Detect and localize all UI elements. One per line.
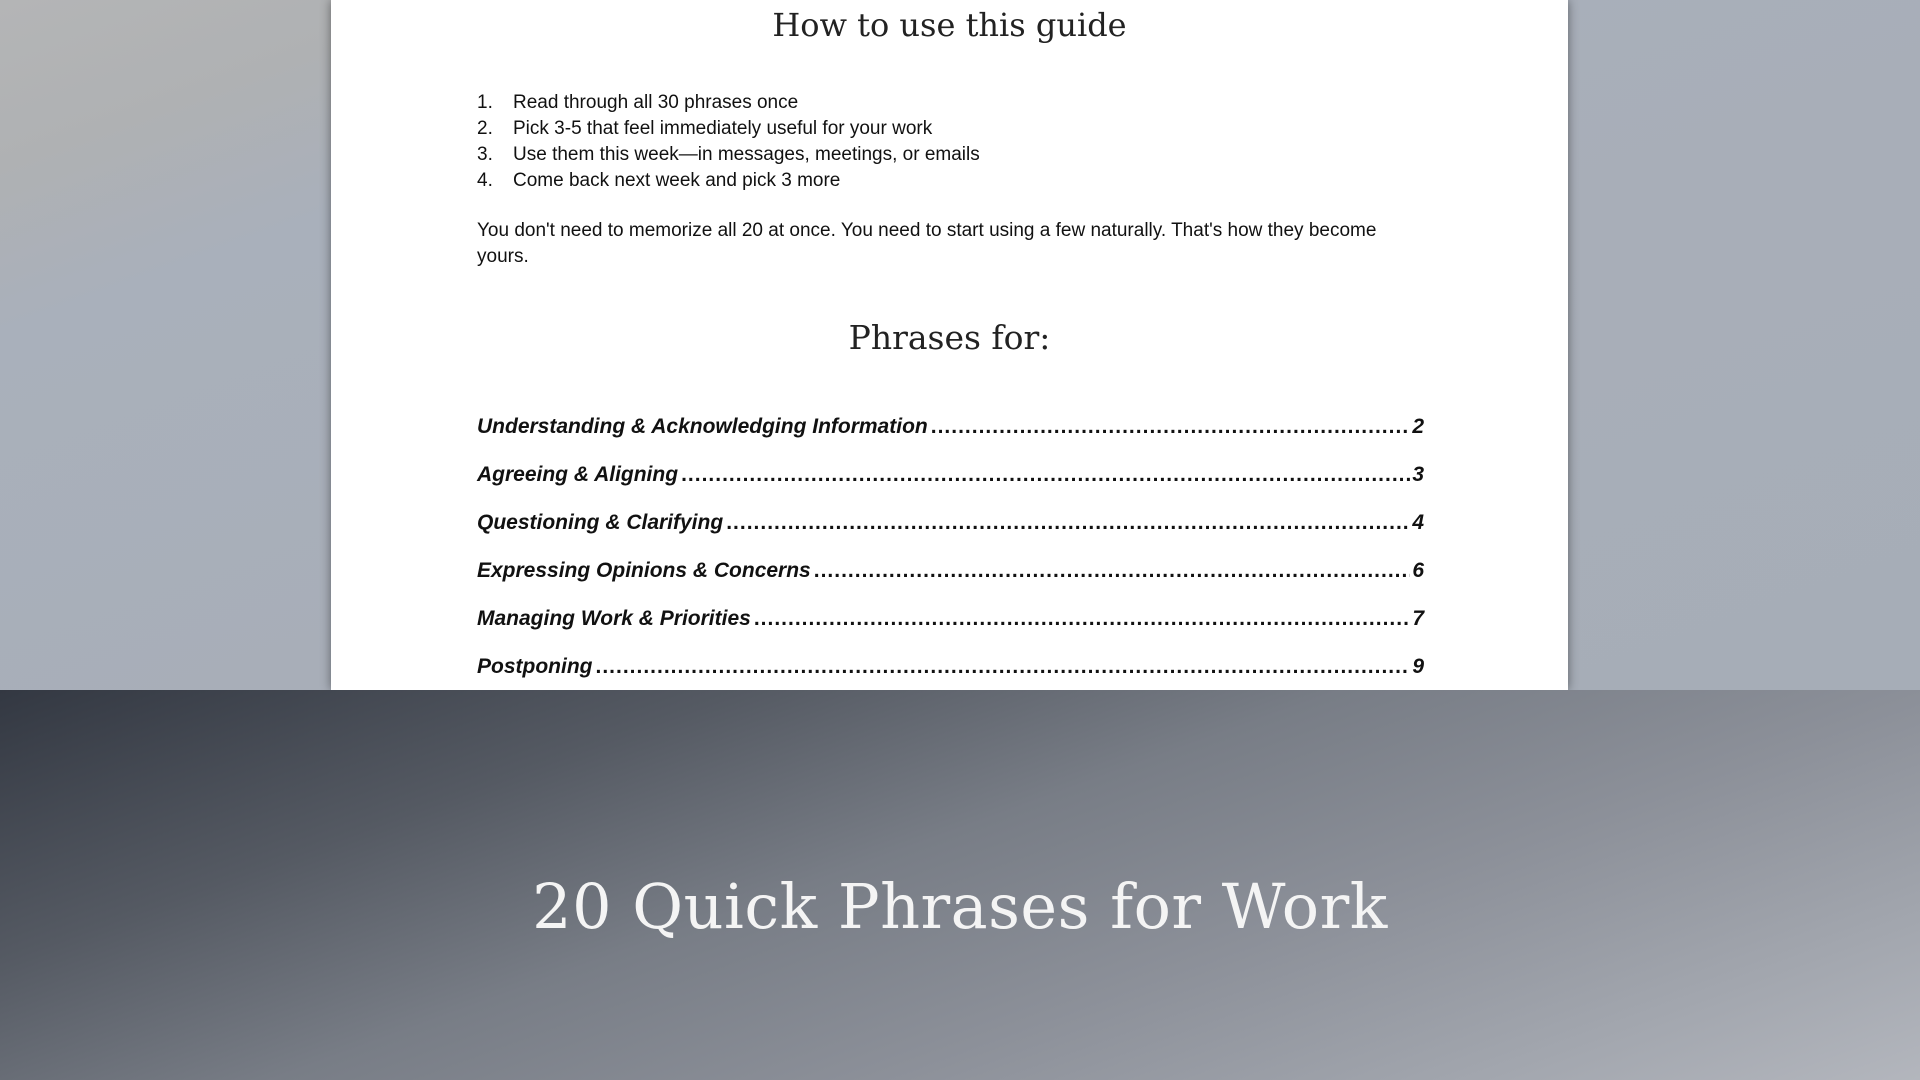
steps-list <box>477 90 980 194</box>
toc-label: Questioning & Clarifying <box>477 511 724 534</box>
step-number: 2. <box>477 118 493 139</box>
toc-page-number: 2 <box>1412 415 1424 438</box>
toc-page-number: 7 <box>1412 607 1424 630</box>
toc-entry[interactable] <box>477 643 1424 690</box>
step-number: 3. <box>477 144 493 165</box>
step-item <box>477 142 980 168</box>
toc-entry[interactable] <box>477 547 1424 595</box>
toc-label: Agreeing & Aligning <box>477 463 679 486</box>
step-text: Pick 3-5 that feel immediately useful for your work <box>513 118 933 139</box>
step-item <box>477 90 980 116</box>
toc-label: Postponing <box>477 655 593 678</box>
toc-label: Understanding & Acknowledging Information <box>477 415 928 438</box>
toc-entry[interactable] <box>477 499 1424 547</box>
step-number: 4. <box>477 170 493 191</box>
toc-entry[interactable] <box>477 403 1424 451</box>
toc-heading: Phrases for: <box>848 318 1051 357</box>
toc-entry[interactable] <box>477 451 1424 499</box>
table-of-contents <box>477 403 1424 690</box>
guide-note: You don't need to memorize all 20 at once. You need to start using a few naturally. That's how they become yours. <box>477 220 1377 267</box>
toc-label: Managing Work & Priorities <box>477 607 751 630</box>
step-text: Read through all 30 phrases once <box>513 92 799 113</box>
step-item <box>477 116 980 142</box>
guide-heading: How to use this guide <box>772 6 1127 44</box>
toc-leader <box>931 415 1411 439</box>
step-text: Use them this week—in messages, meetings, or emails <box>513 144 980 165</box>
toc-entry[interactable] <box>477 595 1424 643</box>
toc-page-number: 9 <box>1412 655 1424 678</box>
toc-page-number: 4 <box>1412 511 1424 534</box>
toc-leader <box>814 559 1411 583</box>
banner-title: 20 Quick Phrases for Work <box>532 870 1388 943</box>
toc-leader <box>726 511 1410 535</box>
toc-leader <box>595 655 1410 679</box>
toc-label: Expressing Opinions & Concerns <box>477 559 811 582</box>
step-text: Come back next week and pick 3 more <box>513 170 841 191</box>
toc-page-number: 6 <box>1412 559 1424 582</box>
toc-leader <box>681 463 1410 487</box>
step-number: 1. <box>477 92 493 113</box>
toc-leader <box>754 607 1410 631</box>
toc-page-number: 3 <box>1412 463 1424 486</box>
step-item <box>477 168 980 194</box>
document-page <box>331 0 1568 690</box>
